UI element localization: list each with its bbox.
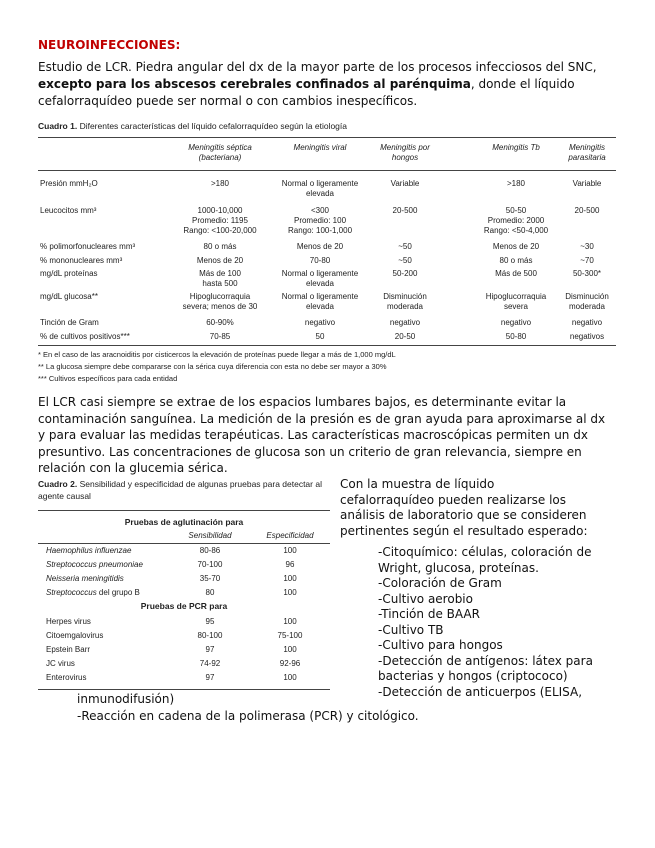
table1-cell: 80 o más: [499, 256, 533, 265]
intro-text: Estudio de LCR. Piedra angular del dx de la mayor parte de los procesos infecciosos del SNC,: [38, 60, 597, 74]
table2-organism-suffix: del grupo B: [96, 588, 140, 597]
table2-sensitivity-value: 97: [205, 673, 215, 682]
table2-virus-name: Herpes virus: [46, 617, 91, 626]
table2-top-rule: [38, 510, 330, 511]
table2-sensitivity-value: 74-92: [199, 659, 221, 668]
lab-list-pcr: -Reacción en cadena de la polimerasa (PCR) y citológico.: [77, 709, 419, 723]
lab-tests-list: [378, 545, 626, 700]
table2-specificity-value: 100: [283, 574, 297, 583]
table2-specificity-value: 100: [283, 645, 297, 654]
table2-sensitivity-value: 80-100: [197, 631, 223, 640]
table1-cell: negativos: [569, 332, 605, 341]
body-paragraph-lcr: El LCR casi siempre se extrae de los espacios lumbares bajos, es determinante evitar la contaminación sanguínea. La medición de la presión es de gran ayuda para aproximarse al dx y para evaluar las medidas terapéuticas. Las características macroscópicas permiten un dx presuntivo. Las concentraciones de glucosa son un criterio de gran relevancia, siempre en relación con la glucemia sérica.: [38, 395, 606, 475]
table2-specificity-value: 75-100: [277, 631, 303, 640]
table2-sensitivity-value: 35-70: [199, 574, 221, 583]
table2-caption: [38, 478, 330, 502]
table1-cell: 70-85: [209, 332, 231, 341]
table2-virus-name: Enterovirus: [46, 673, 87, 682]
table1-cell: Normal o ligeramente elevada: [281, 179, 359, 198]
table1-cell: <300 Promedio: 100 Rango: 100-1,000: [287, 206, 353, 235]
table2-sensitivity-value: 97: [205, 645, 215, 654]
table1-note-1: * En el caso de las aracnoiditis por cisticercos la elevación de proteínas puede llegar a más de 1,000 mg/dL: [38, 350, 396, 359]
table1-col-header: Meningitis por hongos: [380, 143, 430, 162]
table1-cell: 20-50: [394, 332, 416, 341]
table1-col-header: Meningitis Tb: [492, 143, 540, 152]
table1-note-3: *** Cultivos específicos para cada entidad: [38, 374, 178, 383]
table2-section-agglutination: Pruebas de aglutinación para: [124, 517, 244, 527]
lab-list-item: -Detección de antígenos: látex para: [378, 653, 593, 668]
table1-row-label: % de cultivos positivos***: [40, 332, 130, 341]
table2-organism-name: Neisseria meningitidis: [46, 574, 124, 583]
table2-caption-text: Sensibilidad y especificidad de algunas pruebas para detectar al agente causal: [38, 479, 322, 501]
table1-cell: negativo: [571, 318, 603, 327]
table1-cell: ~70: [580, 256, 594, 265]
table1-cell: 20-500: [392, 206, 418, 215]
table1-cell: ~30: [580, 242, 594, 251]
table1-col-header: Meningitis séptica (bacteriana): [188, 143, 252, 162]
table2-organism-name: Streptococcus: [46, 588, 97, 597]
table2-specificity-value: 100: [283, 617, 297, 626]
lab-list-item: -Cultivo para hongos: [378, 638, 503, 652]
table1-header-rule: [38, 170, 616, 171]
table2-caption-number: Cuadro 2.: [38, 479, 78, 489]
table1-cell: 50-80: [505, 332, 527, 341]
table1-cell: Más de 100 hasta 500: [199, 269, 241, 288]
table2-sensitivity-value: 70-100: [197, 560, 223, 569]
table2-organism: [46, 574, 176, 584]
table1-cell: 50-50 Promedio: 2000 Rango: <50-4,000: [483, 206, 549, 235]
table2-section-pcr: Pruebas de PCR para: [140, 601, 228, 611]
table1-cell: Variable: [572, 179, 602, 188]
table2-organism: [46, 560, 176, 570]
table1-cell: 20-500: [574, 206, 600, 215]
table2-sensitivity-value: 80-86: [199, 546, 221, 555]
table1-row-label: % polimorfonucleares mm³: [40, 242, 136, 251]
table2-col-specificity: Especificidad: [266, 531, 314, 540]
table1-caption-text: Diferentes características del líquido cefalorraquídeo según la etiología: [77, 121, 347, 131]
table1-cell: Disminución moderada: [565, 292, 609, 311]
table2-header-rule: [38, 543, 330, 544]
lab-list-item: -Coloración de Gram: [378, 576, 502, 590]
table1-cell: 50: [315, 332, 325, 341]
table1-cell: 70-80: [309, 256, 331, 265]
table1-cell: 80 o más: [203, 242, 237, 251]
table1-note-2: ** La glucosa siempre debe compararse con la sérica cuya diferencia con esta no debe ser mayor a 30%: [38, 362, 387, 371]
table1-cell: 50-300*: [572, 269, 602, 278]
table2-virus-name: JC virus: [46, 659, 75, 668]
table1-row-label: mg/dL glucosa**: [40, 292, 98, 301]
table1-row-label: Tinción de Gram: [40, 318, 99, 327]
table1-cell: 60-90%: [206, 318, 234, 327]
lab-list-item: -Detección de anticuerpos (ELISA,: [378, 684, 583, 699]
table1-cell: 50-200: [392, 269, 418, 278]
table1-caption: [38, 121, 347, 131]
page-title: NEUROINFECCIONES:: [38, 38, 181, 52]
lab-list-item: -Tinción de BAAR: [378, 607, 480, 621]
table1-cell: Menos de 20: [296, 242, 344, 251]
table2-specificity-value: 100: [283, 588, 297, 597]
table1-row-label: mg/dL proteínas: [40, 269, 98, 278]
intro-text-end: , donde el líquido cefalorraquídeo puede ser normal o con cambios inespecíficos.: [38, 77, 575, 108]
lab-list-item: -Cultivo TB: [378, 622, 444, 637]
lab-list-item: Wright, glucosa, proteínas.: [378, 560, 539, 575]
table1-cell: Menos de 20: [196, 256, 244, 265]
table1-cell: ~50: [398, 242, 412, 251]
table2-specificity-value: 92-96: [279, 659, 301, 668]
table2-specificity-value: 96: [285, 560, 295, 569]
lab-list-item: -Citoquímico: células, coloración de: [378, 545, 592, 559]
table2-organism: [46, 546, 176, 556]
table1-cell: negativo: [304, 318, 336, 327]
table2-sensitivity-value: 95: [205, 617, 215, 626]
table1-cell: Hipoglucorraquia severa: [485, 292, 547, 311]
table1-cell: negativo: [389, 318, 421, 327]
table1-col-header: Meningitis parasitaria: [568, 143, 606, 162]
table1-col-header: Meningitis viral: [293, 143, 347, 152]
table2-sensitivity-value: 80: [205, 588, 215, 597]
table1-cell: Menos de 20: [492, 242, 540, 251]
table1-cell: ~50: [398, 256, 412, 265]
table2-organism-name: Streptococcus pneumoniae: [46, 560, 143, 569]
table1-cell: Más de 500: [495, 269, 537, 278]
intro-emphasis: excepto para los abscesos cerebrales confinados al parénquima: [38, 77, 471, 91]
lab-list-continuation: inmunodifusión): [77, 692, 175, 706]
table1-row-label: % mononucleares mm³: [40, 256, 123, 265]
table1-cell: Normal o ligeramente elevada: [281, 269, 359, 288]
lab-list-item: -Cultivo aerobio: [378, 591, 473, 606]
table2-organism: [46, 588, 176, 598]
table1-cell: >180: [506, 179, 526, 188]
table1-bottom-rule: [38, 345, 616, 346]
table1-caption-number: Cuadro 1.: [38, 121, 78, 131]
table1-cell: Variable: [390, 179, 420, 188]
table1-cell: negativo: [500, 318, 532, 327]
table2-virus-name: Citoemgalovirus: [46, 631, 104, 640]
table1-cell: 1000-10,000 Promedio: 1195 Rango: <100-20,000: [183, 206, 257, 235]
table1-cell: >180: [210, 179, 230, 188]
lab-list-item: bacterias y hongos (criptococo): [378, 669, 568, 683]
table1-row-label: Presión mmH₂O: [40, 179, 98, 188]
table2-bottom-rule: [38, 689, 330, 690]
table2-specificity-value: 100: [283, 673, 297, 682]
table2-virus-name: Epstein Barr: [46, 645, 91, 654]
table1-cell: Normal o ligeramente elevada: [281, 292, 359, 311]
table1-cell: Disminución moderada: [383, 292, 427, 311]
table2-specificity-value: 100: [283, 546, 297, 555]
table1-top-rule: [38, 137, 616, 138]
table1-cell: Hipoglucorraquia severa; menos de 30: [182, 292, 258, 311]
table1-row-label: Leucocitos mm³: [40, 206, 97, 215]
body-paragraph-muestra: Con la muestra de líquido cefalorraquídeo pueden realizarse los análisis de laboratorio que se consideren pertinentes según el resultado esperado:: [340, 477, 588, 538]
intro-paragraph: [38, 59, 618, 110]
table2-col-sensitivity: Sensibilidad: [188, 531, 232, 540]
table2-organism-name: Haemophilus influenzae: [46, 546, 132, 555]
